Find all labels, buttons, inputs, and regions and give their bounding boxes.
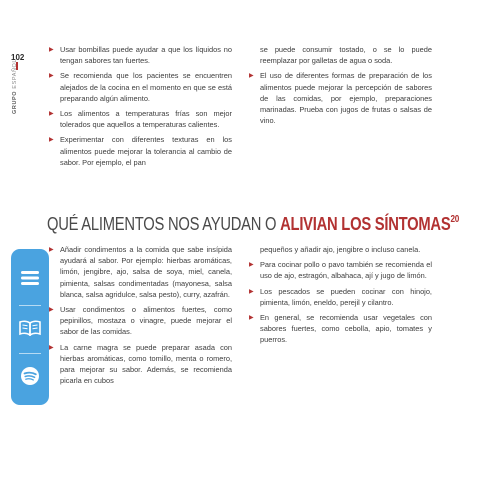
list-item	[48, 244, 232, 300]
list-item	[248, 259, 432, 281]
list-item-text: Añadir condimentos a la comida que sabe insípida ayudará al sabor. Por ejemplo: hierbas aromáticas, limón, jengibre, ajo, salsa de soya, miel, canela, pimienta, salsas condimentadas (mayonesa, salsa blanca, salsa agridulce, salsa pesto), curry, azafrán.	[60, 245, 232, 299]
section-label	[12, 58, 22, 114]
heading-bold: ALIVIAN LOS SÍNTOMAS	[280, 214, 451, 234]
section-heading	[47, 214, 460, 235]
book-icon	[19, 320, 41, 336]
list-item-text: Los alimentos a temperaturas frías son mejor tolerados que aquellos a temperaturas calientes.	[60, 109, 232, 130]
spotify-icon	[20, 366, 40, 386]
column-top-left	[48, 44, 232, 172]
menu-button[interactable]	[17, 265, 43, 291]
list-item	[48, 342, 232, 387]
list-item	[48, 70, 232, 104]
heading-light: QUÉ ALIMENTOS NOS AYUDAN O	[47, 214, 281, 234]
column-top-right	[248, 44, 432, 130]
list-item	[248, 312, 432, 346]
list-item-text: Experimentar con diferentes texturas en los alimentos puede mejorar la tolerancia al cambio de sabor. Por ejemplo, el pan	[60, 135, 232, 167]
section-label-rest: ESPAÑOL	[12, 58, 18, 91]
list-item-text: Los pescados se pueden cocinar con hinojo, pimienta, limón, eneldo, perejil y cilantro.	[260, 286, 432, 307]
toolbar-divider	[19, 305, 41, 306]
list-item	[48, 304, 232, 338]
list-item-continuation	[248, 44, 432, 66]
bullet-icon: ▶	[49, 47, 54, 53]
heading-footnote-ref: 20	[450, 214, 460, 225]
list-item	[48, 44, 232, 66]
list-item	[248, 286, 432, 308]
list-item-text: se puede consumir tostado, o se lo puede reemplazar por galletas de agua o soda.	[260, 45, 432, 66]
bullet-icon: ▶	[49, 137, 54, 144]
bullet-icon: ▶	[49, 344, 54, 351]
bullet-icon: ▶	[249, 315, 254, 322]
bullet-icon: ▶	[49, 247, 54, 253]
bullet-icon: ▶	[249, 288, 254, 295]
list-item	[48, 134, 232, 168]
column-bottom-left	[48, 244, 232, 390]
column-bottom-right	[248, 244, 432, 350]
list-item-text: Usar bombillas puede ayudar a que los líquidos no tengan sabores tan fuertes.	[60, 45, 232, 66]
floating-toolbar	[11, 249, 49, 405]
bullet-icon: ▶	[249, 262, 254, 269]
list-item	[48, 108, 232, 130]
list-item-text: El uso de diferentes formas de preparación de los alimentos puede mejorar la percepción de sabores de las comidas, por ejemplo, preparaciones marinadas. Prueba con jugos de frutas o salsas de vino.	[260, 71, 432, 126]
page-number: 102	[11, 53, 25, 62]
book-button[interactable]	[17, 315, 43, 341]
section-label-bold: GRUPO	[12, 90, 18, 114]
list-item-text: La carne magra se puede preparar asada con hierbas aromáticas, como tomillo, menta o romero, para mejorar su sabor. Además, se recomienda picarla en cubos	[60, 342, 232, 386]
bullet-icon: ▶	[49, 73, 54, 80]
toolbar-divider	[19, 353, 41, 354]
list-item-text: pequeños y añadir ajo, jengibre o incluso canela.	[260, 245, 421, 254]
menu-icon	[20, 270, 40, 286]
bullet-icon: ▶	[49, 111, 54, 118]
list-item-continuation	[248, 244, 432, 255]
list-item-text: Para cocinar pollo o pavo también se recomienda el uso de ajo, estragón, albahaca, ají y jugo de limón.	[260, 260, 432, 281]
list-item-text: Usar condimentos o alimentos fuertes, como pepinillos, mostaza o vinagre, puede mejorar el sabor de las comidas.	[60, 305, 232, 337]
list-item-text: Se recomienda que los pacientes se encuentren alejados de la cocina en el momento en que se está preparando algún alimento.	[60, 71, 232, 103]
bullet-icon: ▶	[49, 307, 54, 314]
bullet-icon: ▶	[249, 73, 254, 80]
list-item-text: En general, se recomienda usar vegetales con sabores fuertes, como cebolla, apio, tomates y puerros.	[260, 313, 432, 345]
spotify-button[interactable]	[17, 363, 43, 389]
list-item	[248, 70, 432, 126]
